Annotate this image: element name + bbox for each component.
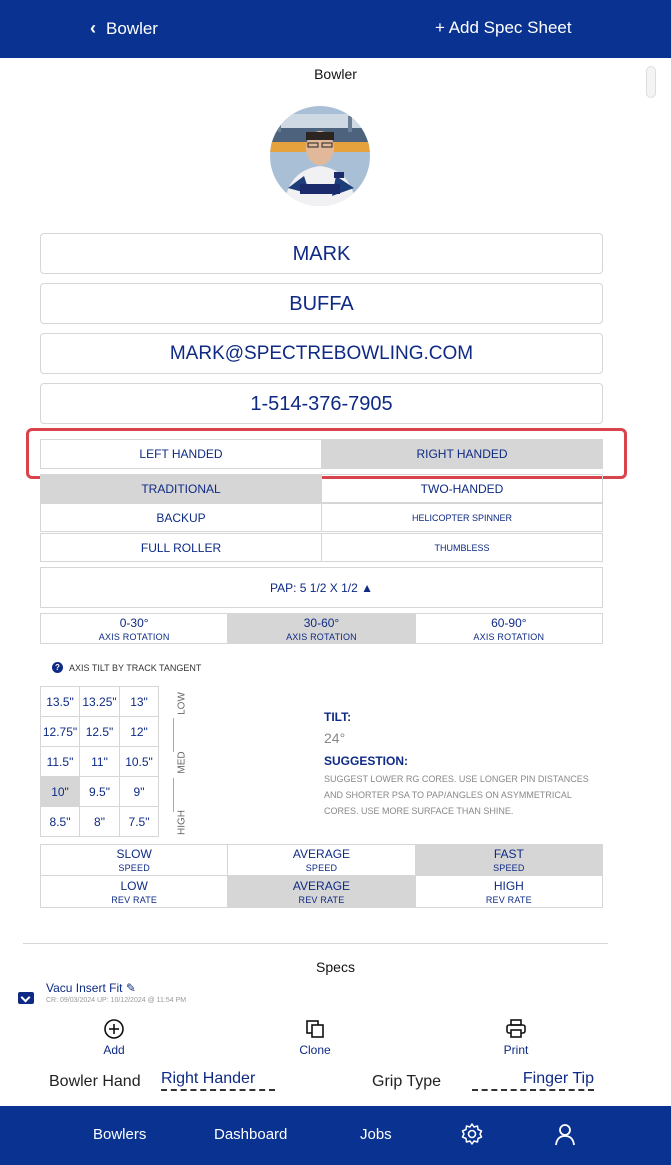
axis-rotation-label: AXIS ROTATION [473,631,545,642]
traditional-option[interactable]: TRADITIONAL [41,475,322,502]
email-field[interactable]: MARK@SPECTREBOWLING.COM [40,333,603,374]
rev-rate-value: AVERAGE [292,878,351,893]
tilt-cell[interactable]: 9" [120,777,159,807]
helicopter-spinner-option[interactable]: HELICOPTER SPINNER [411,512,513,523]
pencil-icon[interactable]: ✎ [125,981,136,995]
tilt-axis-line [173,718,174,752]
style-row-1 [40,474,603,503]
rev-rate-value: LOW [120,878,148,893]
phone-field[interactable]: 1-514-376-7905 [40,383,603,424]
tilt-cell[interactable]: 8" [80,807,120,837]
axis-rotation-label: AXIS ROTATION [286,631,357,642]
thumbless-option[interactable]: THUMBLESS [434,542,490,553]
speed-value: AVERAGE [292,847,351,861]
spec-meta: CR: 09/03/2024 UP: 10/12/2024 @ 11:54 PM [46,997,187,1004]
nav-jobs[interactable]: Jobs [360,1126,392,1143]
add-spec-sheet-button[interactable]: + Add Spec Sheet [435,18,572,37]
question-icon: ? [52,662,63,673]
axis-rotation-option[interactable] [228,614,415,643]
add-label: Add [103,1043,125,1057]
style-row-2 [40,503,603,532]
rev-rate-label: REV RATE [298,894,345,905]
tilt-cell[interactable]: 12.5" [80,717,120,747]
divider [23,943,608,944]
speed-label: SPEED [118,863,150,873]
bowler-section-title: Bowler [314,66,357,82]
specs-section-title: Specs [316,959,355,975]
axis-rotation-range: 0-30° [119,615,149,630]
top-bar [0,0,671,58]
nav-bowlers[interactable]: Bowlers [93,1126,147,1143]
clone-label: Clone [299,1043,331,1057]
bowler-hand-label: Bowler Hand [49,1073,141,1090]
axis-rotation-range: 30-60° [303,615,340,630]
avatar[interactable] [270,106,370,206]
bowler-hand-select[interactable]: Right Hander [161,1070,275,1091]
copy-icon [304,1018,326,1040]
clone-button[interactable] [285,1018,345,1057]
axis-rotation-label: AXIS ROTATION [98,631,170,642]
left-handed-option[interactable]: LEFT HANDED [41,440,322,468]
back-button[interactable] [90,18,158,39]
nav-dashboard[interactable]: Dashboard [214,1126,288,1143]
print-button[interactable] [486,1018,546,1057]
right-handed-option[interactable]: RIGHT HANDED [322,440,602,468]
tilt-cell[interactable]: 13.25" [80,687,120,717]
hand-selector-highlight [26,428,627,479]
tilt-cell[interactable]: 8.5" [41,807,80,837]
tilt-cell[interactable]: 7.5" [120,807,159,837]
speed-option[interactable] [41,845,228,875]
speed-value: FAST [493,847,524,861]
gear-icon[interactable] [460,1122,484,1151]
bottom-nav [0,1106,671,1165]
rev-rate-option[interactable] [228,876,415,907]
add-button[interactable] [84,1018,144,1057]
rev-rate-value: HIGH [493,878,524,893]
first-name-field[interactable]: MARK [40,233,603,274]
spec-name[interactable] [46,981,136,995]
spec-name-text: Vacu Insert Fit [46,981,123,995]
rev-rate-label: REV RATE [111,894,158,905]
suggestion-text: SUGGEST LOWER RG CORES. USE LONGER PIN DISTANCES AND SHORTER PSA TO PAP/ANGLES ON ASYMMETRICAL CORES. USE MORE SURFACE THAN SHINE. [324,774,589,816]
tilt-label: TILT: [324,710,352,724]
grip-type-select[interactable]: Finger Tip [472,1070,594,1091]
speed-selector [40,844,603,876]
tilt-low-label: LOW [176,692,188,715]
grip-type-label: Grip Type [372,1073,442,1090]
tilt-axis-line [173,778,174,812]
print-label: Print [503,1043,529,1057]
tilt-cell[interactable]: 12" [120,717,159,747]
speed-label: SPEED [305,863,338,873]
two-handed-option[interactable]: TWO-HANDED [420,481,504,496]
chevron-left-icon: ‹ [90,18,96,38]
speed-label: SPEED [493,863,525,873]
rev-rate-option[interactable] [41,876,228,907]
last-name-field[interactable]: BUFFA [40,283,603,324]
suggestion-label: SUGGESTION: [324,754,409,768]
avatar-photo [270,106,370,206]
tilt-value: 24° [324,730,346,746]
rev-rate-option[interactable] [416,876,602,907]
rev-rate-label: REV RATE [485,894,532,905]
tilt-cell[interactable]: 11" [80,747,120,777]
axis-rotation-range: 60-90° [491,615,527,630]
style-row-3 [40,533,603,562]
back-label: Bowler [106,18,158,38]
axis-rotation-selector [40,613,603,644]
tilt-cell[interactable]: 10.5" [120,747,159,777]
backup-option[interactable]: BACKUP [41,504,322,531]
axis-tilt-help[interactable] [52,662,201,673]
tilt-cell[interactable]: 13.5" [41,687,80,717]
speed-option[interactable] [416,845,602,875]
tilt-cell[interactable]: 11.5" [41,747,80,777]
tilt-med-label: MED [176,751,188,774]
axis-rotation-option[interactable] [41,614,228,643]
plus-circle-icon [103,1018,125,1040]
tilt-cell[interactable]: 9.5" [80,777,120,807]
collapse-toggle-icon[interactable] [18,992,34,1004]
tilt-cell-selected[interactable]: 10" [41,777,80,807]
tilt-cell[interactable]: 12.75" [41,717,80,747]
rev-rate-selector [40,876,603,908]
tilt-cell[interactable]: 13" [120,687,159,717]
pap-selector[interactable]: PAP: 5 1/2 X 1/2 ▲ [40,567,603,608]
full-roller-option[interactable]: FULL ROLLER [41,534,322,561]
axis-rotation-option[interactable] [416,614,602,643]
printer-icon [505,1018,527,1040]
tilt-grid [40,686,159,837]
speed-value: SLOW [116,847,152,861]
tilt-high-label: HIGH [176,810,188,835]
user-icon[interactable] [553,1122,577,1151]
axis-tilt-help-text: AXIS TILT BY TRACK TANGENT [69,662,202,673]
speed-option[interactable] [228,845,415,875]
